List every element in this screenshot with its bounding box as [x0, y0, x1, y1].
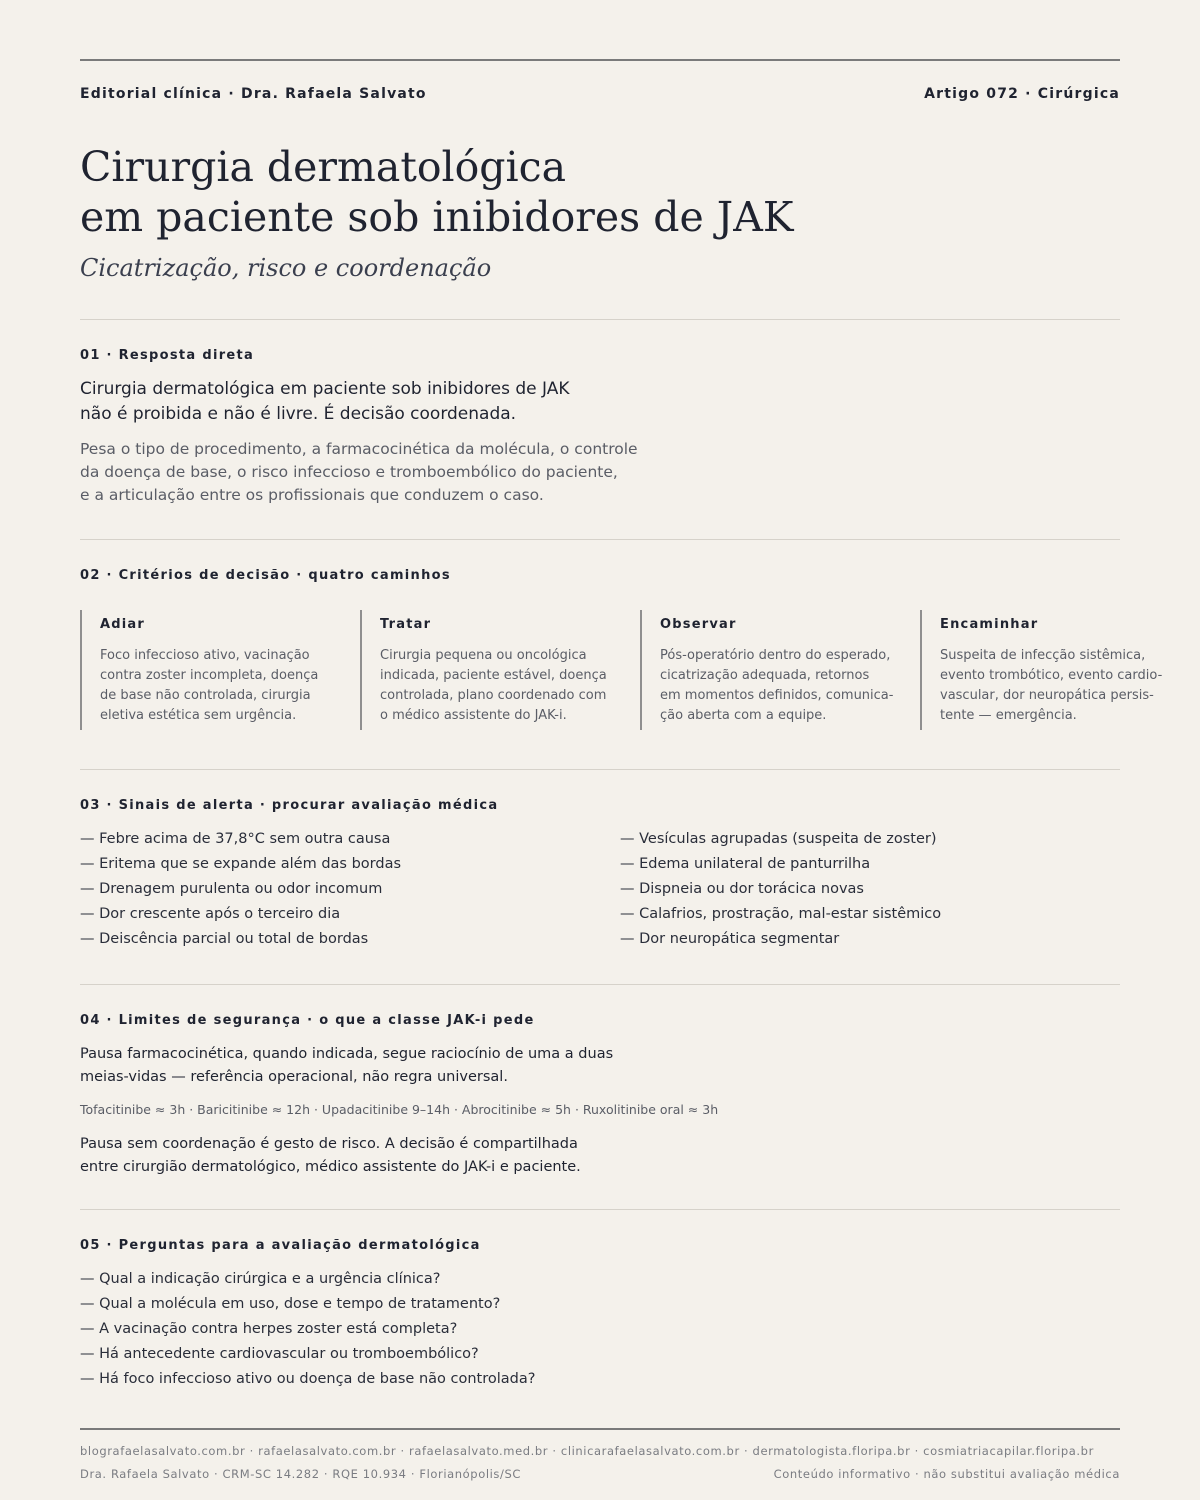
column-title: Adiar [100, 617, 146, 632]
alert-signs-left [80, 827, 401, 952]
list-item: — Vesículas agrupadas (suspeita de zoster) [620, 831, 937, 847]
column-title: Encaminhar [940, 617, 1039, 632]
list-item: — Dor crescente após o terceiro dia [80, 906, 341, 922]
section-4-label: 04 · Limites de segurança · o que a classe JAK-i pede [80, 1013, 535, 1028]
body-line: e a articulação entre os profissionais que conduzem o caso. [80, 486, 544, 504]
footer-rule [80, 1428, 1120, 1430]
list-item: — A vacinação contra herpes zoster está completa? [80, 1321, 458, 1337]
paragraph-line: entre cirurgião dermatológico, médico assistente do JAK-i e paciente. [80, 1159, 581, 1175]
section-divider [80, 769, 1120, 770]
column-text: Suspeita de infecção sistêmica, evento trombótico, evento cardio- vascular, dor neuropática persis- tente — emergência. [940, 648, 1163, 723]
alert-signs-right [620, 827, 941, 952]
paragraph-line: Pausa farmacocinética, quando indicada, segue raciocínio de uma a duas [80, 1046, 614, 1062]
section-1-lead [80, 377, 570, 427]
list-item: — Qual a indicação cirúrgica e a urgência clínica? [80, 1271, 441, 1287]
section-divider [80, 319, 1120, 320]
list-item: — Eritema que se expande além das bordas [80, 856, 402, 872]
evaluation-questions [80, 1267, 535, 1392]
column-text: Foco infeccioso ativo, vacinação contra zoster incompleta, doença de base não controlada, cirurgia eletiva estética sem urgência. [100, 648, 319, 723]
section-2-label: 02 · Critérios de decisão · quatro caminhos [80, 568, 451, 583]
list-item: — Dor neuropática segmentar [620, 931, 840, 947]
list-item: — Calafrios, prostração, mal-estar sistêmico [620, 906, 942, 922]
section-1-body [80, 438, 638, 507]
list-item: — Dispneia ou dor torácica novas [620, 881, 864, 897]
lead-line: não é proibida e não é livre. É decisão coordenada. [80, 404, 517, 424]
list-item: — Febre acima de 37,8°C sem outra causa [80, 831, 391, 847]
article-number: Artigo 072 · Cirúrgica [924, 86, 1120, 102]
column-text: Pós-operatório dentro do esperado, cicatrização adequada, retornos em momentos definidos, comunica- ção aberta com a equipe. [660, 648, 894, 723]
section-divider [80, 539, 1120, 540]
half-life-reference: Tofacitinibe ≈ 3h · Baricitinibe ≈ 12h · Upadacitinibe 9–14h · Abrocitinibe ≈ 5h · Ruxolitinibe oral ≈ 3h [80, 1102, 719, 1117]
list-item: — Há foco infeccioso ativo ou doença de base não controlada? [80, 1371, 536, 1387]
column-title: Tratar [380, 617, 432, 632]
list-item: — Qual a molécula em uso, dose e tempo de tratamento? [80, 1296, 501, 1312]
footer-disclaimer: Conteúdo informativo · não substitui avaliação médica [773, 1467, 1120, 1481]
list-item: — Edema unilateral de panturrilha [620, 856, 871, 872]
top-rule [80, 59, 1120, 61]
page-subtitle: Cicatrização, risco e coordenação [80, 254, 492, 282]
column-text: Cirurgia pequena ou oncológica indicada, paciente estável, doença controlada, plano coordenado com o médico assistente do JAK-i. [380, 648, 607, 723]
column-title: Observar [660, 617, 737, 632]
section-divider [80, 1209, 1120, 1210]
list-item: — Deiscência parcial ou total de bordas [80, 931, 369, 947]
criteria-column-observar [640, 610, 893, 730]
title-line-1: Cirurgia dermatológica [80, 143, 567, 191]
footer-credit: Dra. Rafaela Salvato · CRM-SC 14.282 · RQE 10.934 · Florianópolis/SC [80, 1467, 522, 1481]
section-4-paragraph-2 [80, 1133, 581, 1179]
list-item: — Drenagem purulenta ou odor incomum [80, 881, 383, 897]
body-line: Pesa o tipo de procedimento, a farmacocinética da molécula, o controle [80, 440, 638, 458]
lead-line: Cirurgia dermatológica em paciente sob inibidores de JAK [80, 379, 570, 399]
section-1-label: 01 · Resposta direta [80, 348, 255, 363]
title-line-2: em paciente sob inibidores de JAK [80, 193, 794, 241]
body-line: da doença de base, o risco infeccioso e tromboembólico do paciente, [80, 463, 618, 481]
list-item: — Há antecedente cardiovascular ou tromboembólico? [80, 1346, 479, 1362]
section-divider [80, 984, 1120, 985]
section-4-paragraph-1 [80, 1043, 613, 1089]
footer-links: blografaelasalvato.com.br · rafaelasalvato.com.br · rafaelasalvato.med.br · clinicarafaelasalvato.com.br · dermatologista.floripa.br · cosmiatriacapilar.floripa.br [80, 1444, 1094, 1458]
criteria-column-adiar [80, 610, 318, 730]
paragraph-line: meias-vidas — referência operacional, não regra universal. [80, 1069, 508, 1085]
criteria-column-encaminhar [920, 610, 1162, 730]
criteria-column-tratar [360, 610, 607, 730]
section-3-label: 03 · Sinais de alerta · procurar avaliação médica [80, 798, 499, 813]
paragraph-line: Pausa sem coordenação é gesto de risco. A decisão é compartilhada [80, 1136, 578, 1152]
page-title [80, 142, 793, 242]
section-5-label: 05 · Perguntas para a avaliação dermatológica [80, 1238, 481, 1253]
editorial-byline: Editorial clínica · Dra. Rafaela Salvato [80, 86, 427, 102]
